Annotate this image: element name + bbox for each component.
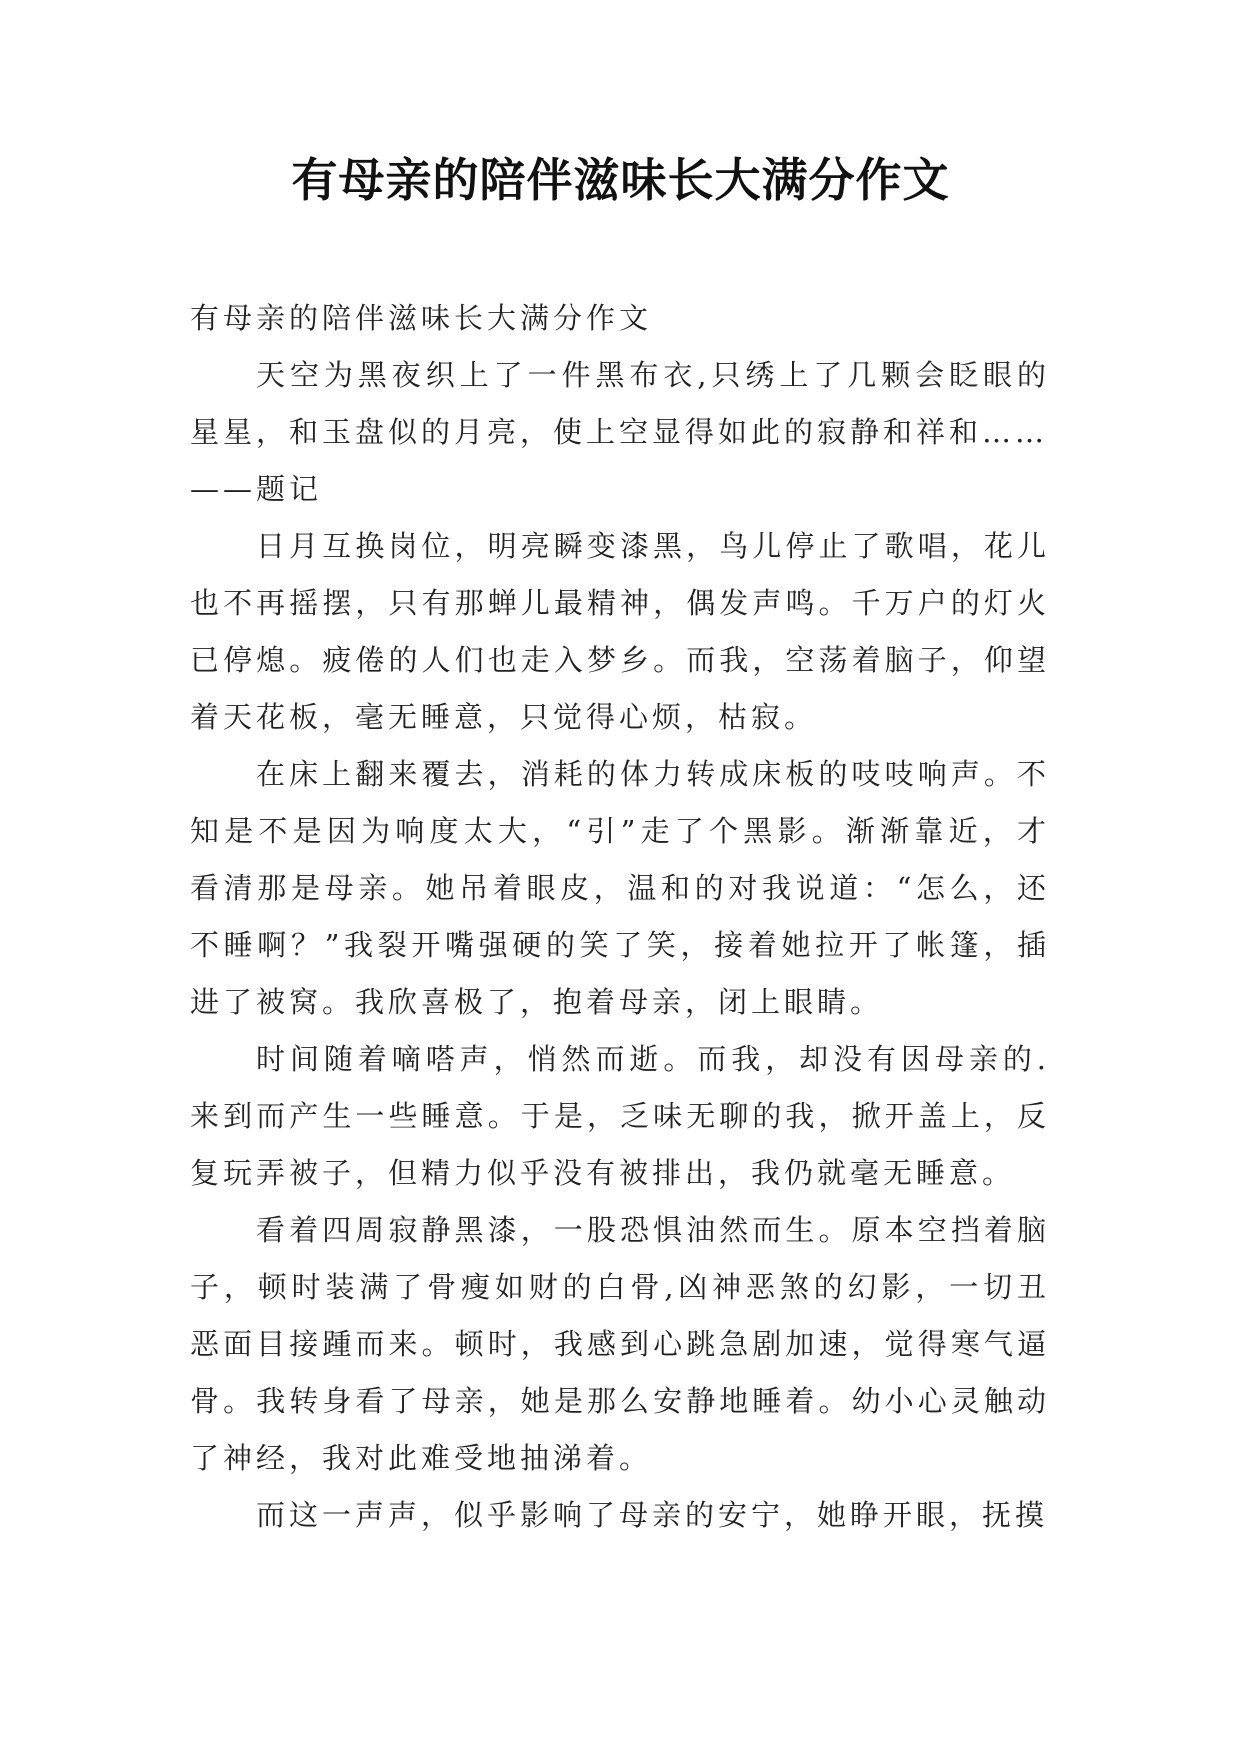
body-paragraph: 日月互换岗位，明亮瞬变漆黑，鸟儿停止了歌唱，花儿也不再摇摆，只有那蝉儿最精神，偶发声鸣。千万户的灯火已停熄。疲倦的人们也走入梦乡。而我，空荡着脑子，仰望着天花板，毫无睡意，只觉得心烦，枯寂。 <box>190 529 1050 734</box>
document-title: 有母亲的陪伴滋味长大满分作文 <box>291 153 950 207</box>
body-paragraph: 看着四周寂静黑漆，一股恐惧油然而生。原本空挡着脑子，顿时装满了骨瘦如财的白骨,凶神恶煞的幻影，一切丑恶面目接踵而来。顿时，我感到心跳急剧加速，觉得寒气逼骨。我转身看了母亲，她是那么安静地睡着。幼小心灵触动了神经，我对此难受地抽涕着。 <box>190 1213 1050 1475</box>
body-paragraph: 在床上翻来覆去，消耗的体力转成床板的吱吱响声。不知是不是因为响度太大，“引”走了个黑影。渐渐靠近，才看清那是母亲。她吊着眼皮，温和的对我说道：“怎么，还不睡啊？”我裂开嘴强硬的笑了笑，接着她拉开了帐篷，插进了被窝。我欣喜极了，抱着母亲，闭上眼睛。 <box>190 757 1050 1019</box>
document-subtitle: 有母亲的陪伴滋味长大满分作文 <box>190 301 653 335</box>
epigraph-paragraph: 天空为黑夜织上了一件黑布衣,只绣上了几颗会眨眼的星星，和玉盘似的月亮，使上空显得如此的寂静和祥和…… <box>190 358 1050 449</box>
body-paragraph: 时间随着嘀嗒声，悄然而逝。而我，却没有因母亲的.来到而产生一些睡意。于是，乏味无聊的我，掀开盖上，反复玩弄被子，但精力似乎没有被排出，我仍就毫无睡意。 <box>190 1042 1050 1190</box>
document-body <box>190 290 1050 1544</box>
epigraph-note: ——题记 <box>190 472 323 506</box>
body-paragraph: 而这一声声，似乎影响了母亲的安宁，她睁开眼，抚摸 <box>256 1498 1049 1532</box>
